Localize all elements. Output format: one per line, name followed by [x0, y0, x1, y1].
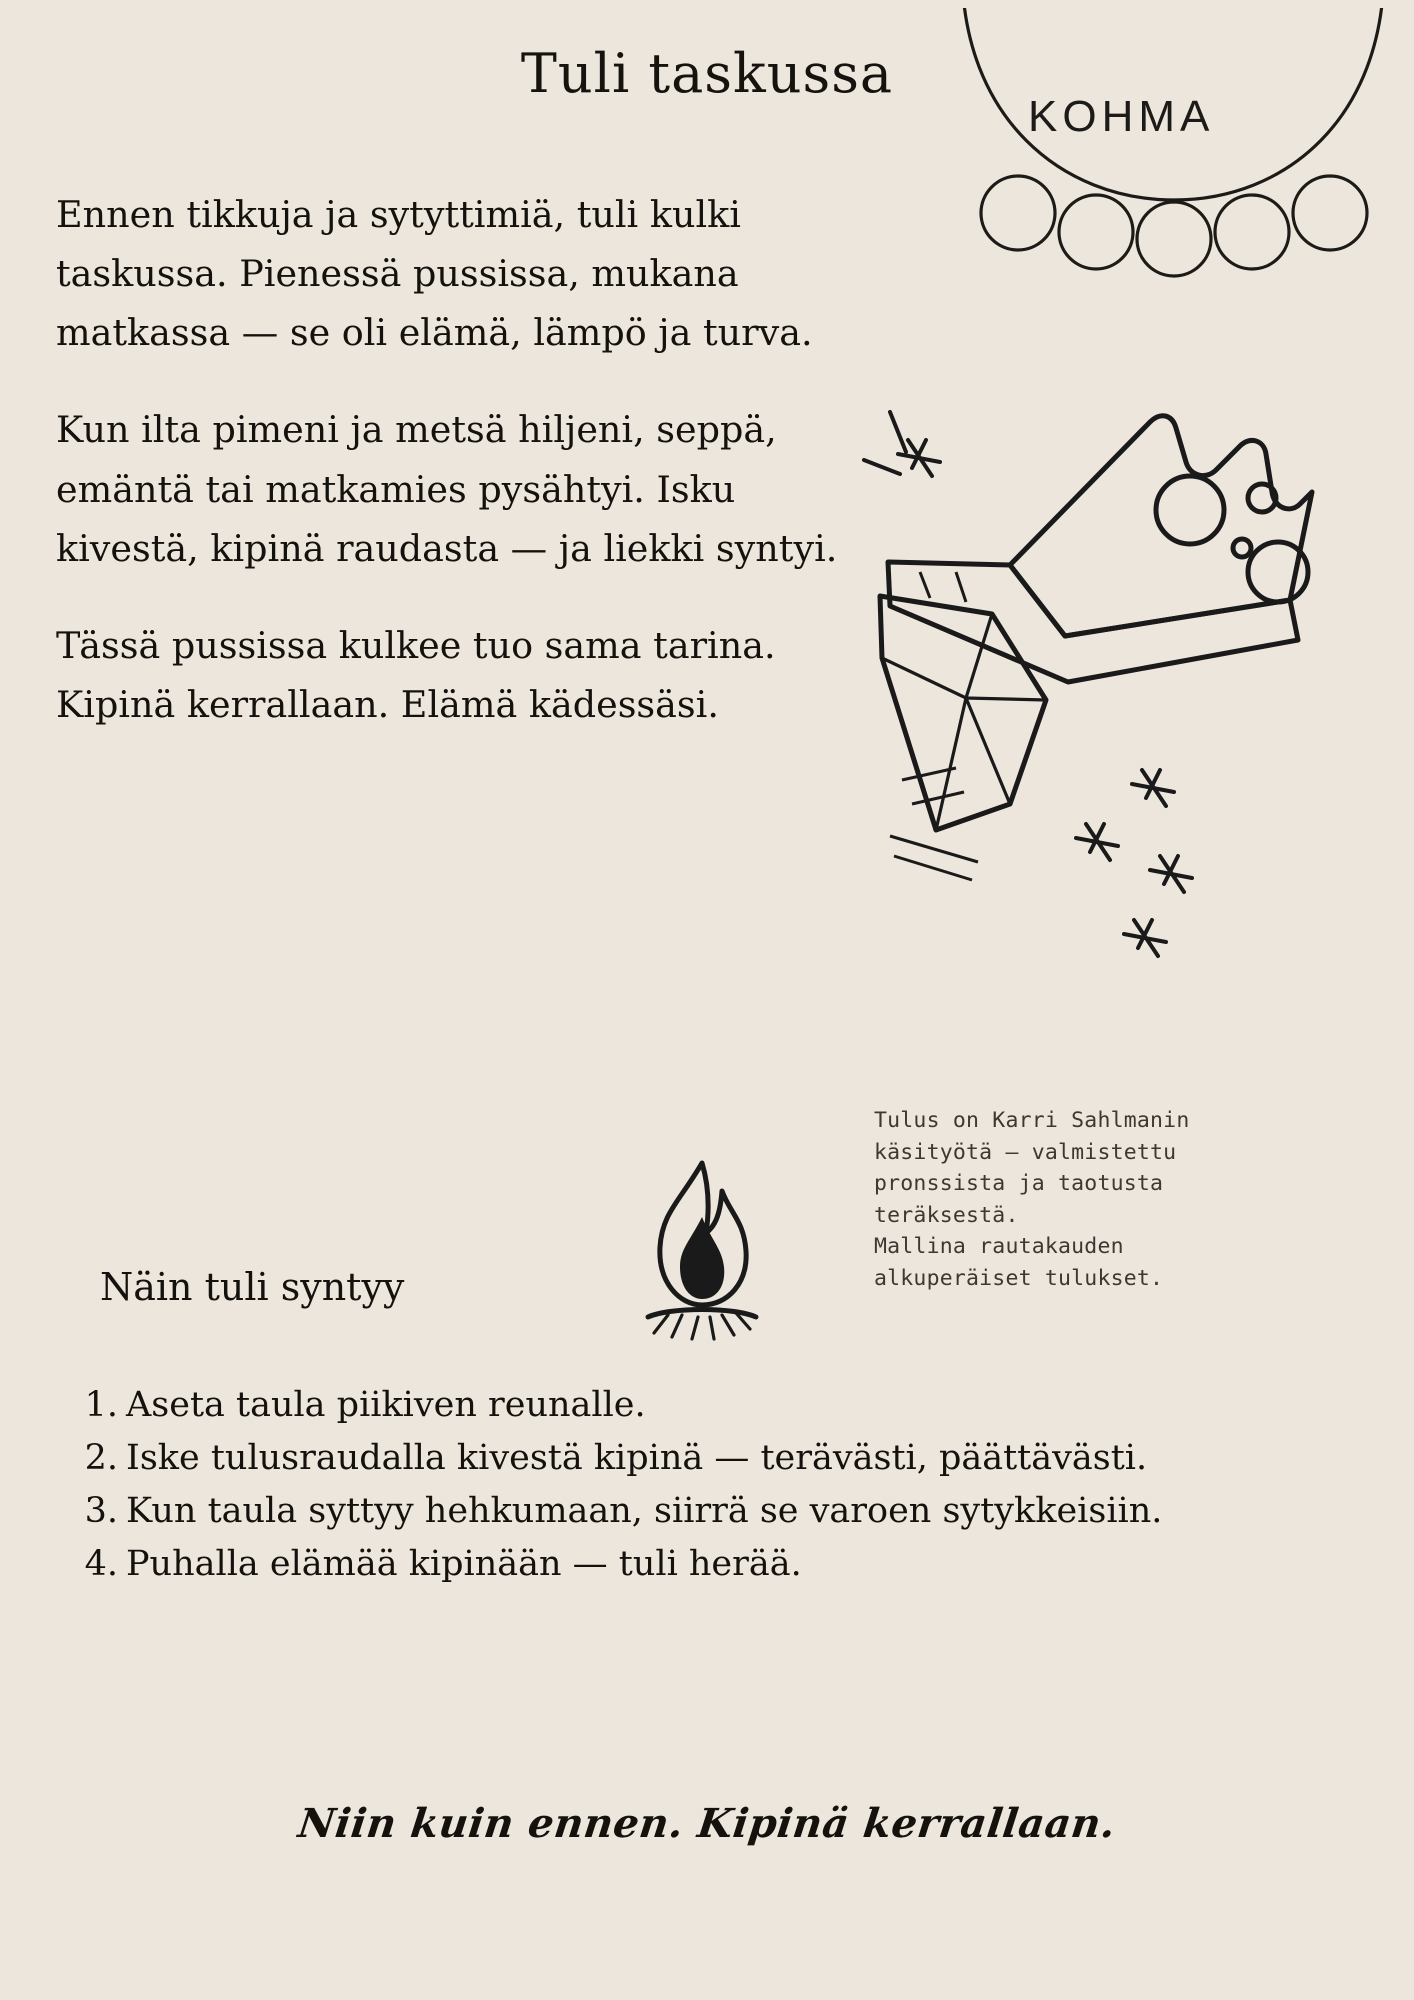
list-item [70, 1382, 1360, 1429]
howto-heading: Näin tuli syntyy [100, 1265, 405, 1309]
brand-wordmark: KOHMA [1028, 92, 1215, 141]
step-number: 1. [84, 1385, 118, 1425]
closing-tagline: Niin kuin ennen. Kipinä kerrallaan. [295, 1800, 1119, 1847]
list-item [70, 1435, 1360, 1482]
step-number: 3. [84, 1490, 118, 1531]
page-title: Tuli taskussa [520, 42, 894, 105]
step-text: Kun taula syttyy hehkumaan, siirrä se varoen sytykkeisiin. [126, 1490, 1163, 1531]
intro-paragraph-1: Ennen tikkuja ja sytyttimiä, tuli kulki taskussa. Pienessä pussissa, mukana matkassa — se oli elämä, lämpö ja turva. [56, 193, 813, 355]
note-line-6: alkuperäiset tulukset. [874, 1265, 1164, 1291]
step-number: 2. [84, 1437, 118, 1478]
note-line-5: Mallina rautakauden [874, 1234, 1124, 1260]
brand-logo-icon [952, 8, 1392, 308]
makers-note [874, 1105, 1354, 1295]
list-item [70, 1488, 1360, 1535]
note-line-3: pronssista ja taotusta [874, 1171, 1164, 1197]
list-item [70, 1541, 1360, 1588]
step-text: Iske tulusraudalla kivestä kipinä — terävästi, päättävästi. [126, 1437, 1148, 1478]
step-number: 4. [84, 1543, 118, 1584]
firesteel-and-flint-illustration [860, 400, 1330, 1000]
howto-steps-list [70, 1382, 1360, 1594]
intro-paragraph-3: Tässä pussissa kulkee tuo sama tarina. Kipinä kerrallaan. Elämä kädessäsi. [56, 623, 776, 726]
note-line-2: käsityötä — valmistettu [874, 1139, 1177, 1165]
campfire-icon [610, 1155, 790, 1355]
step-text: Aseta taula piikiven reunalle. [126, 1385, 646, 1425]
step-text: Puhalla elämää kipinään — tuli herää. [126, 1543, 802, 1584]
note-line-1: Tulus on Karri Sahlmanin [874, 1108, 1190, 1133]
intro-paragraph-2: Kun ilta pimeni ja metsä hiljeni, seppä, emäntä tai matkamies pysähtyi. Isku kivestä, kipinä raudasta — ja liekki syntyi. [56, 408, 838, 570]
note-line-4: teräksestä. [874, 1202, 1019, 1228]
intro-copy [56, 185, 856, 734]
